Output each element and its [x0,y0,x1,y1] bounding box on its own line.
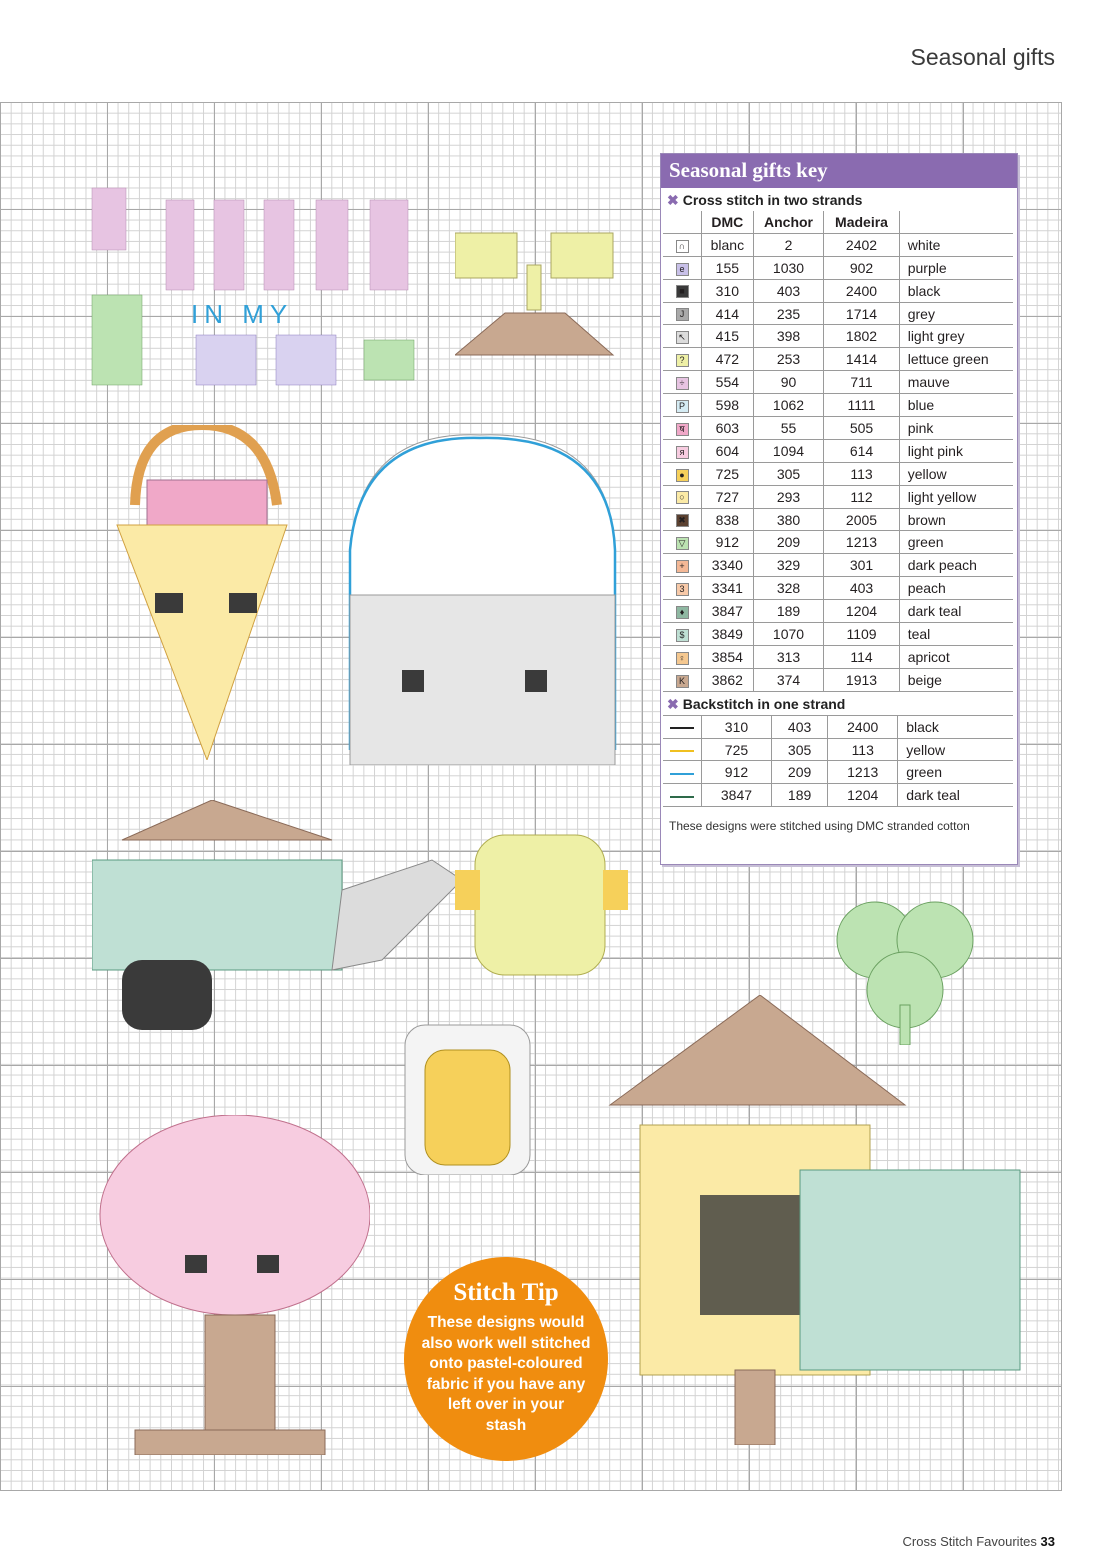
col-dmc: DMC [702,211,754,233]
section-title: Seasonal gifts [910,44,1055,70]
madeira-cell: 902 [824,256,899,279]
symbol-swatch-icon [663,462,702,485]
color-name-cell: pink [899,417,1013,440]
line-swatch-icon [663,738,702,761]
key-row [663,439,1013,462]
dmc-cell: 727 [702,485,754,508]
col-symbol [663,211,702,233]
color-name-cell: black [899,279,1013,302]
tip-line: These designs would [427,1314,585,1331]
madeira-cell: 1111 [824,394,899,417]
key-row [663,645,1013,668]
color-name-cell: grey [899,302,1013,325]
color-name-cell: yellow [899,462,1013,485]
symbol-swatch-icon [663,577,702,600]
key-row [663,623,1013,646]
line-swatch [670,773,694,775]
key-row [663,485,1013,508]
key-note: These designs were stitched using DMC stranded cotton [669,819,970,834]
madeira-cell: 2400 [828,715,898,738]
anchor-cell: 189 [771,784,827,807]
line-swatch-icon [663,715,702,738]
anchor-cell: 55 [753,417,824,440]
col-anchor: Anchor [753,211,824,233]
anchor-cell: 374 [753,668,824,691]
anchor-cell: 253 [753,348,824,371]
madeira-cell: 505 [824,417,899,440]
color-name-cell: light yellow [899,485,1013,508]
anchor-cell: 403 [753,279,824,302]
swatch: ष [676,423,689,436]
anchor-cell: 235 [753,302,824,325]
backstitch-row [663,738,1013,761]
anchor-cell: 398 [753,325,824,348]
color-name-cell: lettuce green [899,348,1013,371]
spring-in-my-heart-motif [86,150,426,400]
anchor-cell: 90 [753,371,824,394]
key-row [663,371,1013,394]
cross-stitch-label: Cross stitch in two strands [682,192,863,208]
dmc-cell: blanc [702,233,754,256]
key-title: Seasonal gifts key [661,154,1017,188]
backstitch-row [663,761,1013,784]
col-madeira: Madeira [824,211,899,233]
symbol-swatch-icon [663,256,702,279]
key-row [663,348,1013,371]
dmc-cell: 725 [702,738,772,761]
color-name-cell: dark teal [898,784,1013,807]
page-footer [903,1534,1055,1549]
swatch: ● [676,469,689,482]
color-name-cell: brown [899,508,1013,531]
color-name-cell: teal [899,623,1013,646]
backstitch-row [663,715,1013,738]
dmc-cell: 3849 [702,623,754,646]
madeira-cell: 2005 [824,508,899,531]
swatch: ↖ [676,331,689,344]
color-name-cell: green [898,761,1013,784]
bee-motif [380,1020,555,1175]
cross-stitch-table [663,211,1013,692]
anchor-cell: 1070 [753,623,824,646]
symbol-swatch-icon [663,302,702,325]
dmc-cell: 838 [702,508,754,531]
key-row [663,531,1013,554]
line-swatch [670,727,694,729]
anchor-cell: 313 [753,645,824,668]
backstitch-table [663,715,1013,808]
symbol-swatch-icon [663,645,702,668]
swatch: ♦ [676,606,689,619]
swatch: P [676,400,689,413]
color-name-cell: peach [899,577,1013,600]
madeira-cell: 1414 [824,348,899,371]
madeira-cell: 301 [824,554,899,577]
tip-line: left over in your [447,1396,565,1413]
symbol-swatch-icon [663,348,702,371]
symbol-swatch-icon [663,508,702,531]
symbol-swatch-icon [663,233,702,256]
tip-line: stash [485,1416,527,1434]
color-name-cell: apricot [899,645,1013,668]
madeira-cell: 1204 [824,600,899,623]
color-name-cell: beige [899,668,1013,691]
anchor-cell: 189 [753,600,824,623]
anchor-cell: 380 [753,508,824,531]
dmc-cell: 603 [702,417,754,440]
tip-line: also work well stitched [421,1334,591,1352]
symbol-swatch-icon [663,485,702,508]
dmc-cell: 725 [702,462,754,485]
dmc-cell: 604 [702,439,754,462]
madeira-cell: 1913 [824,668,899,691]
cross-stitch-heading [661,188,1017,211]
dmc-cell: 472 [702,348,754,371]
madeira-cell: 1213 [824,531,899,554]
key-row [663,325,1013,348]
symbol-swatch-icon [663,600,702,623]
madeira-cell: 113 [824,462,899,485]
color-name-cell: dark peach [899,554,1013,577]
madeira-cell: 2400 [824,279,899,302]
anchor-cell: 209 [753,531,824,554]
madeira-cell: 1714 [824,302,899,325]
anchor-cell: 328 [753,577,824,600]
backstitch-heading [661,692,1017,715]
symbol-swatch-icon [663,279,702,302]
madeira-cell: 403 [824,577,899,600]
symbol-swatch-icon [663,325,702,348]
swatch: ? [676,354,689,367]
tree-motif [95,1115,370,1455]
anchor-cell: 305 [753,462,824,485]
cross-icon: ✖ [667,695,679,712]
madeira-cell: 711 [824,371,899,394]
key-row [663,417,1013,440]
symbol-swatch-icon [663,623,702,646]
line-swatch-icon [663,761,702,784]
anchor-cell: 329 [753,554,824,577]
swatch: $ [676,629,689,642]
key-row [663,256,1013,279]
symbol-swatch-icon [663,554,702,577]
line-swatch [670,796,694,798]
key-row [663,508,1013,531]
dmc-cell: 155 [702,256,754,279]
swatch: ○ [676,491,689,504]
watering-can-motif [92,800,472,1030]
line-swatch-icon [663,784,702,807]
dmc-cell: 554 [702,371,754,394]
key-row [663,668,1013,691]
madeira-cell: 113 [828,738,898,761]
motif-text-in-my: IN MY [191,299,294,329]
color-name-cell: mauve [899,371,1013,394]
dmc-cell: 912 [702,761,772,784]
color-name-cell: light grey [899,325,1013,348]
dmc-cell: 3340 [702,554,754,577]
chick-motif [455,815,630,980]
color-name-cell: blue [899,394,1013,417]
swatch: ∩ [676,240,689,253]
house-motif [600,995,1025,1445]
key-row [663,462,1013,485]
anchor-cell: 2 [753,233,824,256]
key-row [663,394,1013,417]
color-name-cell: white [899,233,1013,256]
swatch: e [676,263,689,276]
dmc-cell: 3847 [702,600,754,623]
page-number: 33 [1040,1534,1055,1549]
dmc-cell: 310 [702,715,772,738]
symbol-swatch-icon [663,394,702,417]
magazine-name: Cross Stitch Favourites [902,1534,1037,1549]
swatch: ♀ [676,652,689,665]
swatch: 3 [676,583,689,596]
symbol-swatch-icon [663,371,702,394]
dmc-cell: 598 [702,394,754,417]
madeira-cell: 1204 [828,784,898,807]
madeira-cell: 1213 [828,761,898,784]
dmc-cell: 912 [702,531,754,554]
key-row [663,302,1013,325]
swatch: ▽ [676,537,689,550]
color-name-cell: black [898,715,1013,738]
anchor-cell: 305 [771,738,827,761]
swatch: ■ [676,285,689,298]
line-swatch [670,750,694,752]
madeira-cell: 114 [824,645,899,668]
anchor-cell: 1062 [753,394,824,417]
color-name-cell: purple [899,256,1013,279]
basket-motif [107,425,297,760]
swatch: J [676,308,689,321]
symbol-swatch-icon [663,531,702,554]
dmc-cell: 3854 [702,645,754,668]
tip-line: onto pastel-coloured [429,1355,583,1372]
color-name-cell: light pink [899,439,1013,462]
madeira-cell: 2402 [824,233,899,256]
dmc-cell: 3862 [702,668,754,691]
dmc-cell: 3341 [702,577,754,600]
swatch: K [676,675,689,688]
backstitch-row [663,784,1013,807]
symbol-swatch-icon [663,439,702,462]
dmc-cell: 310 [702,279,754,302]
anchor-cell: 1094 [753,439,824,462]
dmc-cell: 3847 [702,784,772,807]
swatch: я [676,446,689,459]
anchor-cell: 403 [771,715,827,738]
anchor-cell: 209 [771,761,827,784]
key-row [663,233,1013,256]
madeira-cell: 1109 [824,623,899,646]
swatch: + [676,560,689,573]
stitch-tip-badge [404,1257,608,1461]
sprout-motif [455,225,615,360]
dmc-cell: 414 [702,302,754,325]
key-row [663,279,1013,302]
color-name-cell: yellow [898,738,1013,761]
col-name [899,211,1013,233]
madeira-cell: 112 [824,485,899,508]
color-name-cell: green [899,531,1013,554]
madeira-cell: 1802 [824,325,899,348]
anchor-cell: 293 [753,485,824,508]
backstitch-label: Backstitch in one strand [682,695,846,712]
tip-body [404,1313,608,1436]
key-row [663,554,1013,577]
swatch: ✖ [676,514,689,527]
symbol-swatch-icon [663,668,702,691]
madeira-cell: 614 [824,439,899,462]
key-row [663,577,1013,600]
swatch: ÷ [676,377,689,390]
tip-title: Stitch Tip [453,1279,559,1306]
dmc-cell: 415 [702,325,754,348]
symbol-swatch-icon [663,417,702,440]
color-name-cell: dark teal [899,600,1013,623]
tip-line: fabric if you have any [426,1375,586,1393]
key-row [663,600,1013,623]
cross-icon: ✖ [667,192,679,208]
ghost-arch-motif [330,430,640,765]
seasonal-gifts-key [660,153,1018,865]
anchor-cell: 1030 [753,256,824,279]
